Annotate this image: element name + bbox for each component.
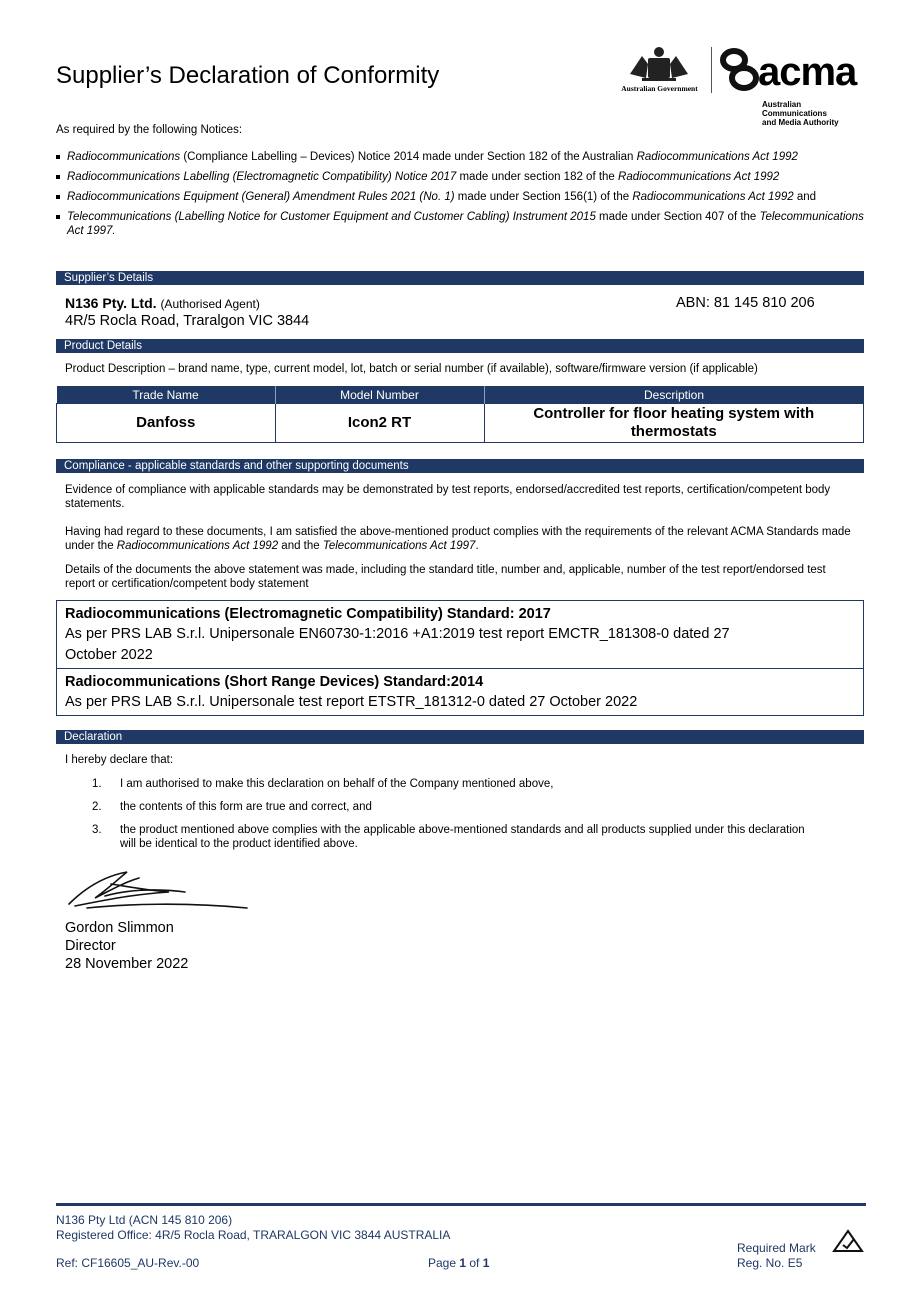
footer-company: N136 Pty Ltd (ACN 145 810 206): [56, 1213, 233, 1227]
acma-fullname: Australian Communications and Media Authority: [762, 100, 839, 127]
supplier-section-bar: Supplier’s Details: [56, 271, 864, 285]
footer-reg-number: Reg. No. E5: [737, 1256, 803, 1270]
list-item: 1. I am authorised to make this declaration on behalf of the Company mentioned above,: [92, 778, 554, 790]
supplier-abn: ABN: 81 145 810 206: [676, 295, 815, 311]
standard-body: As per PRS LAB S.r.l. Unipersonale EN60730-1:2016 +A1:2019 test report EMCTR_181308-0 dated 27 October 2022: [65, 626, 730, 663]
header-model-number: Model Number: [275, 386, 484, 404]
compliance-paragraph-1: Evidence of compliance with applicable standards may be demonstrated by test reports, endorsed/accredited test reports, certification/competent body statements.: [65, 484, 831, 510]
standard-title: Radiocommunications (Electromagnetic Compatibility) Standard: 2017: [65, 606, 551, 622]
trade-name-cell: Danfoss: [57, 404, 276, 443]
signature: [65, 868, 255, 921]
signer-name: Gordon Slimmon: [65, 920, 174, 936]
header-description: Description: [484, 386, 864, 404]
standard-body: As per PRS LAB S.r.l. Unipersonale test report ETSTR_181312-0 dated 27 October 2022: [65, 694, 638, 710]
australian-government-logo: [612, 44, 707, 94]
standard-entry: [57, 668, 863, 715]
notice-item: Telecommunications (Labelling Notice for Customer Equipment and Customer Cabling) Instrument 2015 made under Section 407 of the Telecommunications Act 1997.: [56, 210, 866, 238]
supplier-name: N136 Pty. Ltd. (Authorised Agent): [65, 295, 260, 311]
list-item: 2. the contents of this form are true and correct, and: [92, 801, 372, 813]
standard-entry: [57, 601, 863, 668]
declaration-intro: I hereby declare that:: [65, 754, 174, 766]
declaration-section-bar: Declaration: [56, 730, 864, 744]
notice-item: Radiocommunications Equipment (General) Amendment Rules 2021 (No. 1) made under Section 156(1) of the Radiocommunications Act 1992 and: [56, 190, 866, 204]
table-row: [57, 404, 864, 443]
page-title: Supplier’s Declaration of Conformity: [56, 62, 440, 89]
signer-block: [65, 919, 188, 973]
list-item: 3. the product mentioned above complies with the applicable above-mentioned standards and all products supplied under this declaration will be identical to the product identified above.: [92, 824, 805, 850]
rcm-mark-icon: [832, 1229, 864, 1258]
signature-date: 28 November 2022: [65, 956, 189, 972]
footer-mark-label: Required Mark: [737, 1241, 816, 1255]
intro-text: As required by the following Notices:: [56, 124, 243, 136]
model-number-cell: Icon2 RT: [275, 404, 484, 443]
header-trade-name: Trade Name: [57, 386, 276, 404]
standard-title: Radiocommunications (Short Range Devices) Standard:2014: [65, 674, 484, 690]
standards-box: [56, 600, 864, 716]
notice-item: Radiocommunications (Compliance Labelling – Devices) Notice 2014 made under Section 182 of the Australian Radiocommunications Act 1992: [56, 150, 866, 164]
signer-role: Director: [65, 938, 116, 954]
footer-divider: [56, 1203, 866, 1206]
supplier-address: 4R/5 Rocla Road, Traralgon VIC 3844: [65, 313, 310, 329]
compliance-paragraph-2: Having had regard to these documents, I am satisfied the above-mentioned product complies with the requirements of the relevant ACMA Standards made under the Radiocommunications Act 1992 and the Telecommunications Act 1997.: [65, 526, 851, 552]
acma-wordmark: acma: [758, 50, 857, 94]
notice-item: Radiocommunications Labelling (Electromagnetic Compatibility) Notice 2017 made under section 182 of the Radiocommunications Act 1992: [56, 170, 866, 184]
compliance-paragraph-3: Details of the documents the above statement was made, including the standard title, number and, applicable, number of the test report/endorsed test report or certification/competent body statement: [65, 564, 826, 590]
compliance-section-bar: Compliance - applicable standards and other supporting documents: [56, 459, 864, 473]
gov-label: Australian Government: [621, 84, 698, 93]
footer-ref: Ref: CF16605_AU-Rev.-00: [56, 1256, 200, 1270]
notices-list: [56, 150, 866, 244]
acma-logo: [718, 44, 868, 130]
footer-office: Registered Office: 4R/5 Rocla Road, TRARALGON VIC 3844 AUSTRALIA: [56, 1228, 451, 1242]
product-description-label: Product Description – brand name, type, current model, lot, batch or serial number (if available), software/firmware version (if applicable): [65, 363, 758, 375]
footer-page-number: Page 1 of 1: [428, 1256, 490, 1270]
logo-divider: [711, 47, 712, 93]
description-cell: Controller for floor heating system with thermostats: [484, 404, 864, 443]
declaration-list: [92, 777, 820, 860]
product-section-bar: Product Details: [56, 339, 864, 353]
product-table: [56, 386, 864, 443]
signature-graphic: [65, 868, 255, 916]
